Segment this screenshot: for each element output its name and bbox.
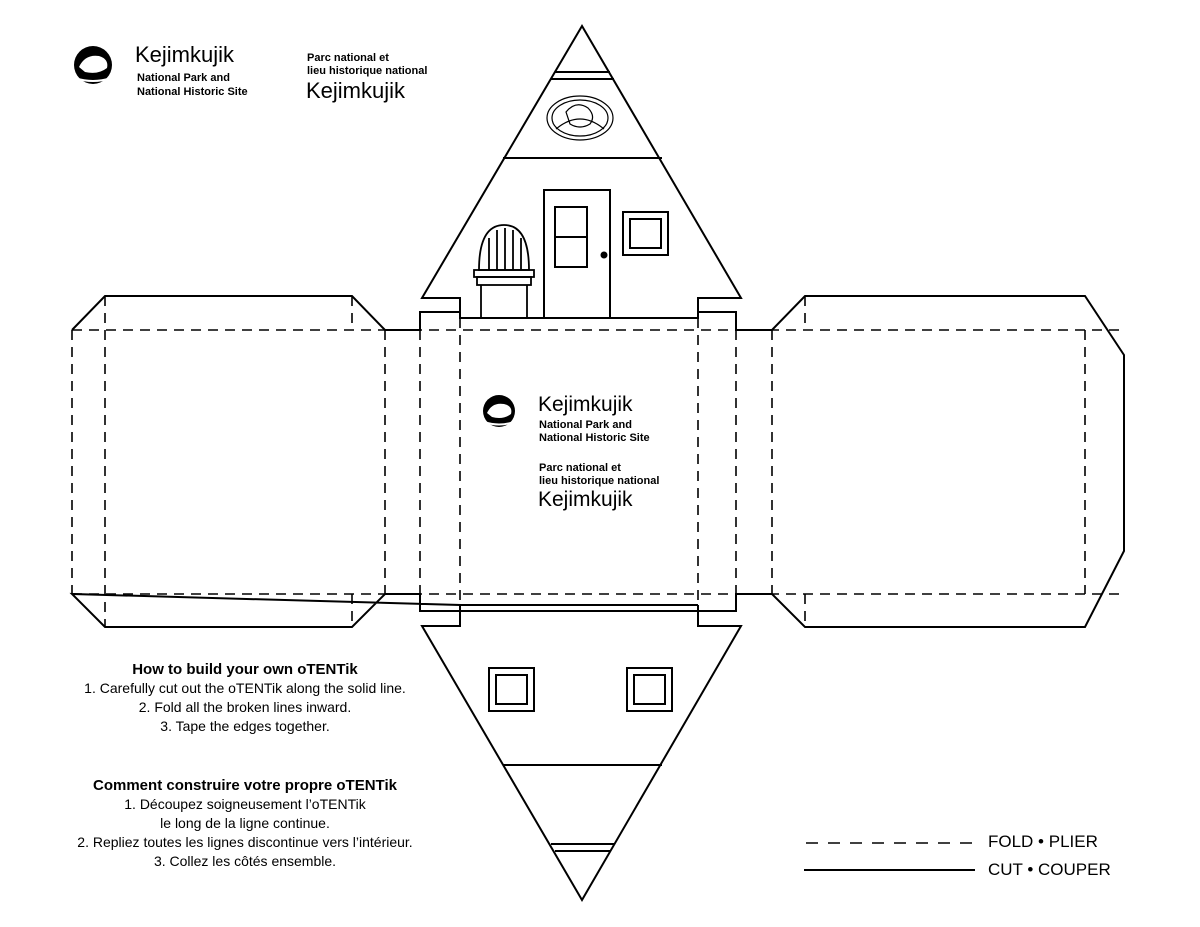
bottom-gable (422, 611, 741, 900)
instructions-fr-step3: 3. Collez les côtés ensemble. (153, 853, 337, 869)
center-brand-subtitle-fr-1: Parc national et (539, 462, 621, 474)
instructions-en-step2: 2. Fold all the broken lines inward. (138, 699, 352, 715)
brand-subtitle-fr-1: Parc national et (307, 52, 389, 64)
instructions-fr (30, 776, 460, 871)
top-gable-outline (422, 26, 741, 318)
brand-name-fr: Kejimkujik (306, 78, 406, 103)
instructions-fr-title: Comment construire votre propre oTENTik (93, 777, 397, 794)
gable-window-icon (623, 212, 668, 255)
instructions-fr-step2: 2. Repliez toutes les lignes discontinue vers l’intérieur. (77, 834, 413, 850)
brand-name-en: Kejimkujik (135, 42, 235, 67)
center-brand-name-fr: Kejimkujik (538, 488, 633, 511)
center-brand-subtitle-en-1: National Park and (539, 419, 632, 431)
adirondack-chair-icon (474, 225, 534, 318)
center-brand-subtitle-en-2: National Historic Site (539, 432, 650, 444)
instructions-en-step1: 1. Carefully cut out the oTENTik along the solid line. (84, 680, 406, 696)
top-gable (422, 26, 741, 318)
beaver-logo-icon (74, 46, 112, 84)
parks-badge-icon (547, 96, 613, 140)
beaver-logo-center-icon (483, 395, 515, 427)
brand-subtitle-en-1: National Park and (137, 72, 230, 84)
bottom-gable-outline (422, 611, 741, 900)
instructions-en-title: How to build your own oTENTik (132, 661, 358, 678)
center-brand-subtitle-fr-2: lieu historique national (539, 475, 660, 487)
instructions-fr-step1b: le long de la ligne continue. (160, 815, 330, 831)
legend-cut-label: CUT • COUPER (988, 860, 1111, 879)
legend-fold-label: FOLD • PLIER (988, 832, 1098, 851)
brand-subtitle-fr-2: lieu historique national (307, 65, 428, 77)
instructions-en (30, 660, 460, 736)
center-brand-name-en: Kejimkujik (538, 393, 633, 416)
door-icon (544, 190, 610, 318)
instructions-en-step3: 3. Tape the edges together. (160, 718, 330, 734)
brand-subtitle-en-2: National Historic Site (137, 86, 248, 98)
instructions-fr-step1a: 1. Découpez soigneusement l’oTENTik (124, 796, 366, 812)
bottom-window-left-icon (489, 668, 534, 711)
bottom-window-right-icon (627, 668, 672, 711)
